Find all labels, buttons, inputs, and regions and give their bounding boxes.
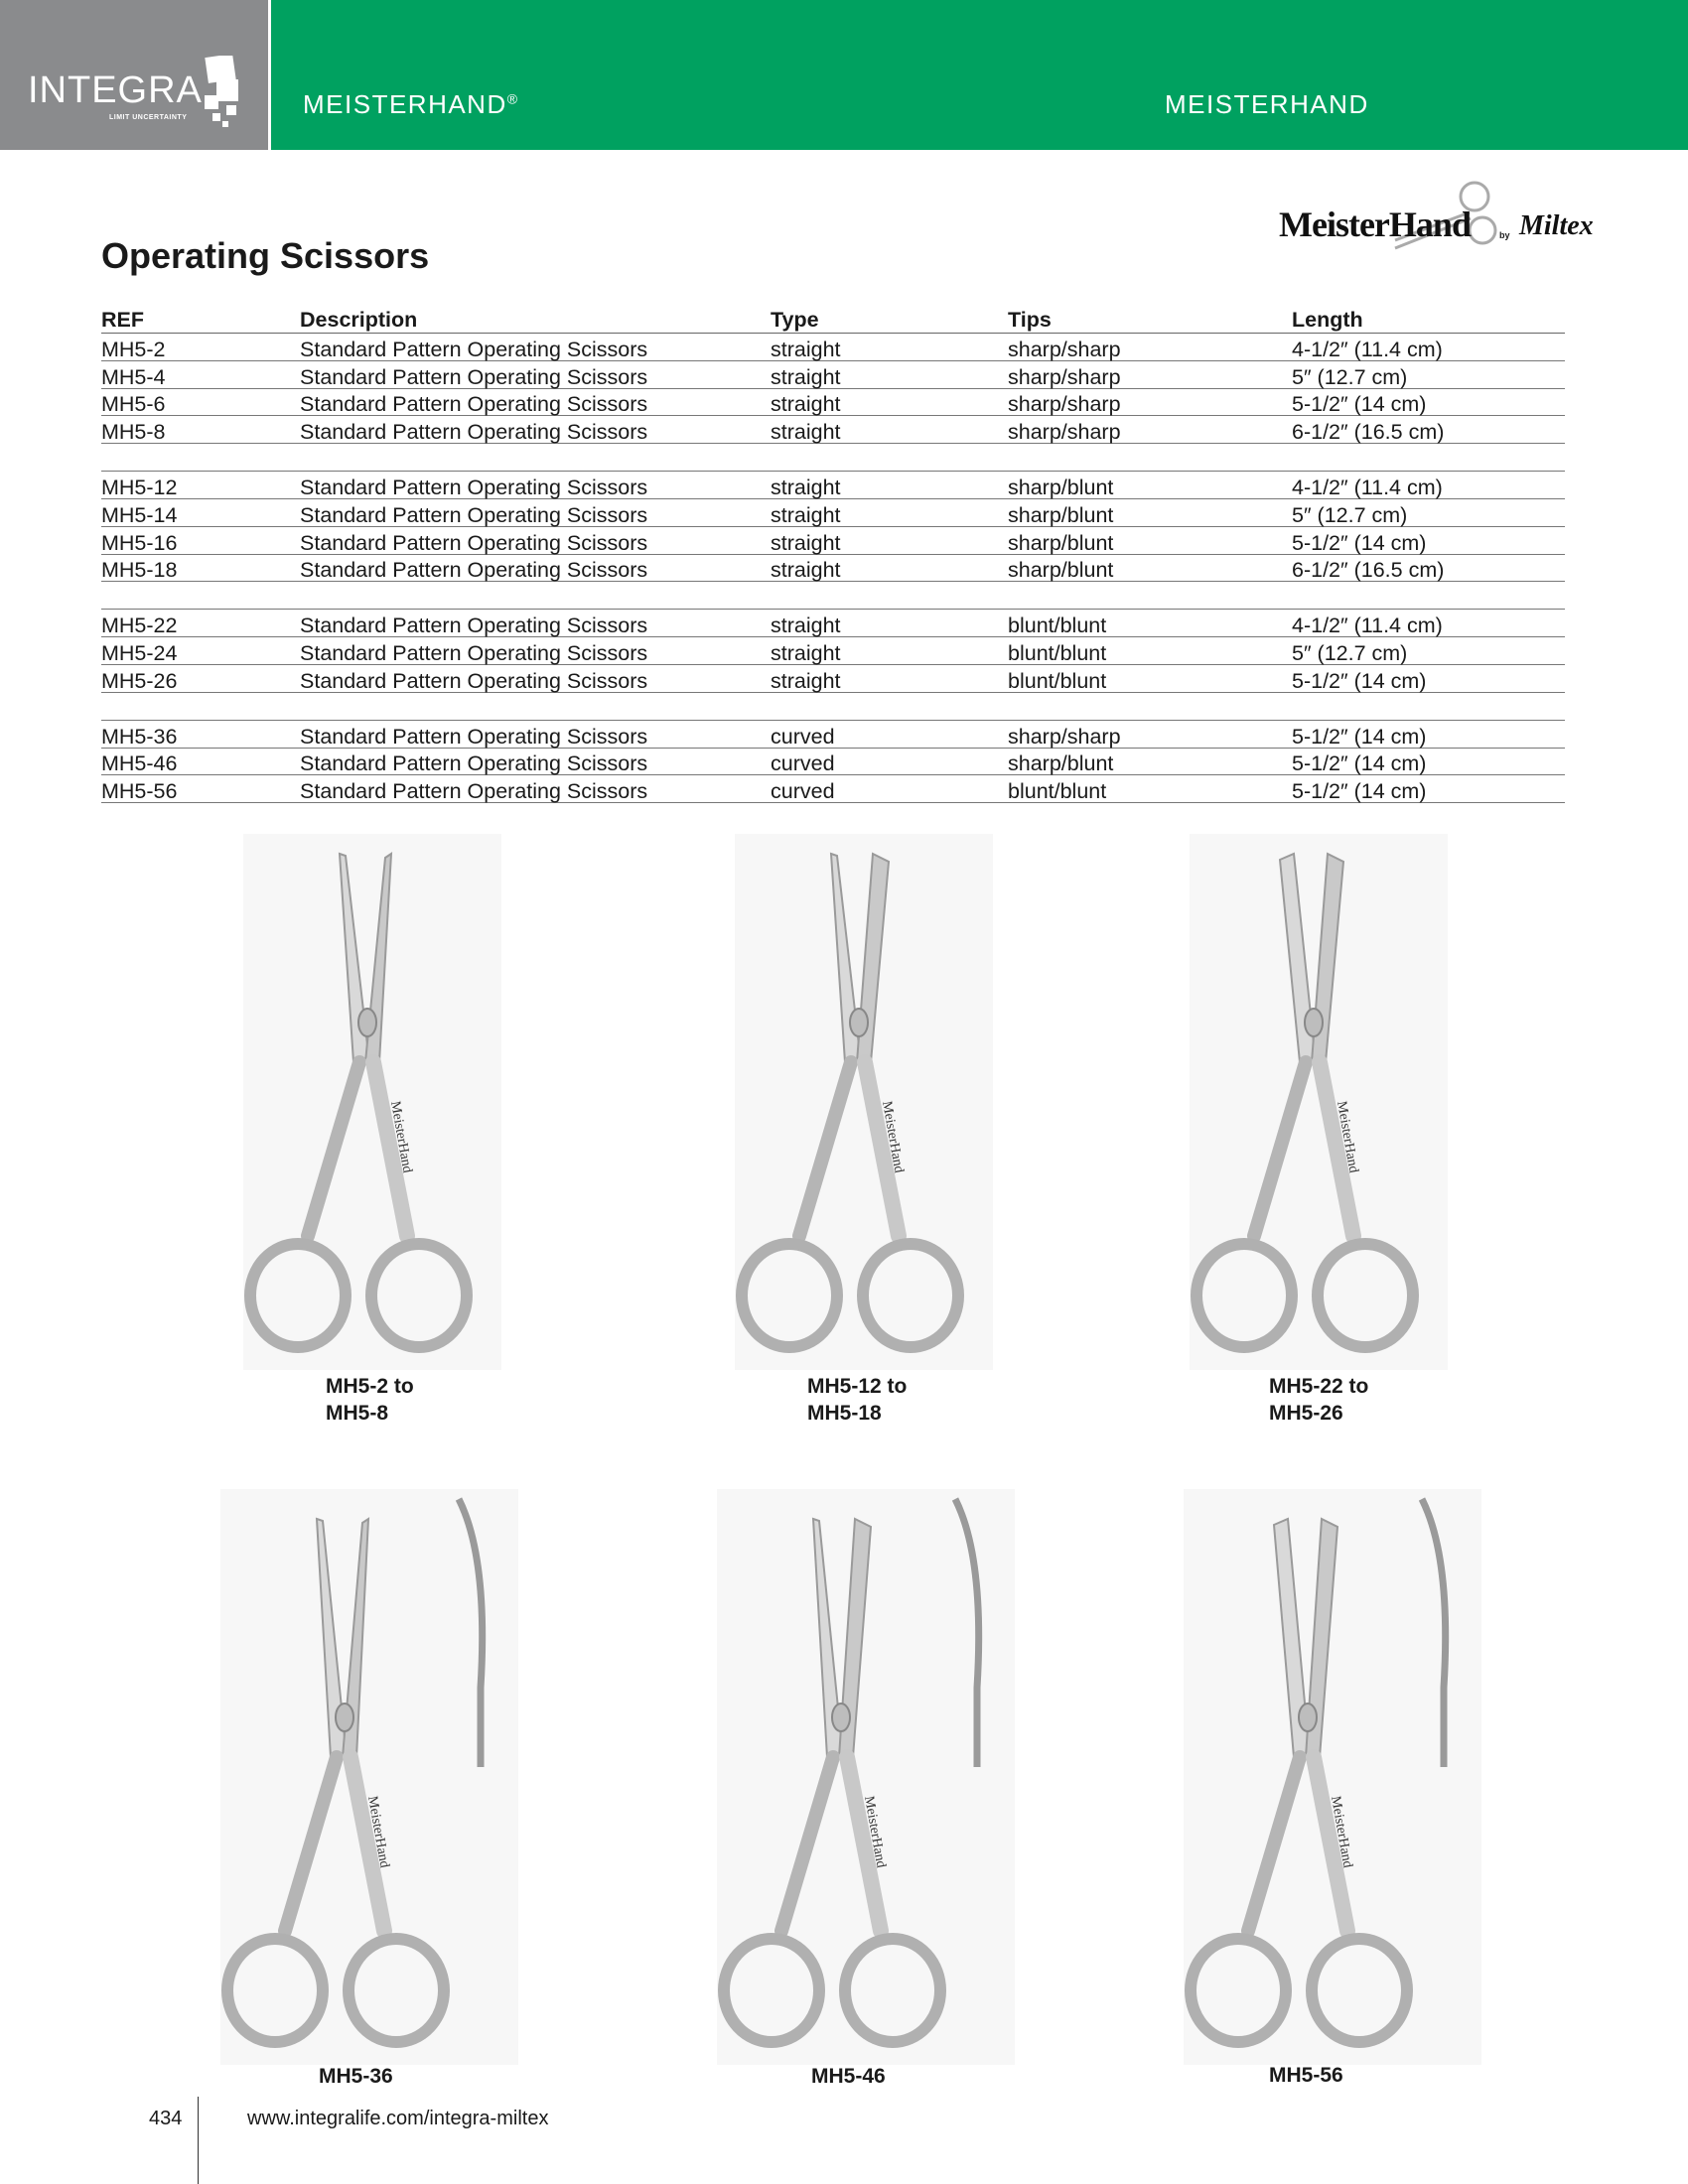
table-row [101, 472, 1565, 499]
cell-tips: sharp/sharp [1008, 334, 1292, 361]
product-table [101, 303, 1565, 803]
miltex-brand-name: Miltex [1519, 210, 1594, 241]
table-row [101, 498, 1565, 526]
scissors-curved-blunt-blunt-image [1184, 1489, 1481, 2065]
table-row [101, 720, 1565, 748]
spacer-cell [300, 692, 771, 720]
cell-type: straight [771, 610, 1008, 637]
cell-length: 5-1/2″ (14 cm) [1292, 388, 1565, 416]
cell-tips: sharp/blunt [1008, 748, 1292, 775]
scissors-straight-blunt-blunt-image [1190, 834, 1448, 1370]
cell-tips: blunt/blunt [1008, 637, 1292, 665]
product-caption [1269, 1373, 1368, 1427]
scissors-pivot-screw [832, 1704, 850, 1731]
spacer-cell [1292, 582, 1565, 610]
cell-ref: MH5-12 [101, 472, 300, 499]
scissors-straight-sharp-blunt-image [735, 834, 993, 1370]
cell-ref: MH5-16 [101, 526, 300, 554]
cell-type: curved [771, 775, 1008, 803]
cell-tips: sharp/sharp [1008, 720, 1292, 748]
cell-ref: MH5-36 [101, 720, 300, 748]
product-caption: MH5-56 [1269, 2064, 1343, 2087]
spacer-cell [1008, 692, 1292, 720]
table-row [101, 416, 1565, 444]
caption-line: MH5-8 [326, 1402, 389, 1425]
cell-tips: sharp/blunt [1008, 498, 1292, 526]
cell-type: straight [771, 526, 1008, 554]
cell-length: 5-1/2″ (14 cm) [1292, 720, 1565, 748]
cell-length: 5″ (12.7 cm) [1292, 637, 1565, 665]
cell-length: 5-1/2″ (14 cm) [1292, 748, 1565, 775]
cell-tips: sharp/sharp [1008, 388, 1292, 416]
table-body [101, 334, 1565, 803]
spacer-cell [300, 582, 771, 610]
cell-description: Standard Pattern Operating Scissors [300, 360, 771, 388]
cell-description: Standard Pattern Operating Scissors [300, 720, 771, 748]
col-header-tips: Tips [1008, 303, 1292, 334]
cell-tips: sharp/blunt [1008, 472, 1292, 499]
cell-type: straight [771, 664, 1008, 692]
cell-tips: blunt/blunt [1008, 610, 1292, 637]
product-caption: MH5-46 [811, 2065, 886, 2088]
spacer-cell [771, 444, 1008, 472]
cell-type: straight [771, 498, 1008, 526]
spacer-cell [1292, 444, 1565, 472]
cell-type: straight [771, 334, 1008, 361]
table-row [101, 775, 1565, 803]
cell-length: 4-1/2″ (11.4 cm) [1292, 472, 1565, 499]
integra-logo-tagline: LIMIT UNCERTAINTY [109, 114, 188, 121]
cell-ref: MH5-6 [101, 388, 300, 416]
table-group-spacer [101, 444, 1565, 472]
product-caption: MH5-36 [319, 2065, 393, 2088]
spacer-cell [300, 444, 771, 472]
cell-description: Standard Pattern Operating Scissors [300, 526, 771, 554]
cell-ref: MH5-46 [101, 748, 300, 775]
cell-description: Standard Pattern Operating Scissors [300, 388, 771, 416]
cell-length: 5-1/2″ (14 cm) [1292, 664, 1565, 692]
scissors-curved-sharp-sharp-image [220, 1489, 518, 2065]
cell-tips: sharp/sharp [1008, 360, 1292, 388]
cell-length: 6-1/2″ (16.5 cm) [1292, 416, 1565, 444]
scissors-straight-sharp-sharp-image [243, 834, 501, 1370]
table-row [101, 360, 1565, 388]
meisterhand-brand-name: MeisterHand [1279, 205, 1471, 244]
table-row [101, 664, 1565, 692]
section-title-left: MEISTERHAND® [303, 89, 519, 119]
meisterhand-engraving: MeisterHand [1334, 1100, 1361, 1174]
scissors-pivot-screw [358, 1009, 376, 1036]
caption-line: MH5-18 [807, 1402, 882, 1425]
product-caption [807, 1373, 907, 1427]
scissors-pivot-screw [1305, 1009, 1323, 1036]
cell-description: Standard Pattern Operating Scissors [300, 637, 771, 665]
scissors-pivot-screw [850, 1009, 868, 1036]
table-group-spacer [101, 692, 1565, 720]
cell-type: curved [771, 748, 1008, 775]
cell-length: 4-1/2″ (11.4 cm) [1292, 610, 1565, 637]
cell-ref: MH5-4 [101, 360, 300, 388]
spacer-cell [101, 692, 300, 720]
cell-type: straight [771, 388, 1008, 416]
cell-tips: sharp/sharp [1008, 416, 1292, 444]
cell-description: Standard Pattern Operating Scissors [300, 472, 771, 499]
photo-background [220, 1489, 518, 2065]
cell-length: 5-1/2″ (14 cm) [1292, 526, 1565, 554]
caption-line: MH5-12 to [807, 1375, 908, 1398]
table-row [101, 388, 1565, 416]
cell-ref: MH5-56 [101, 775, 300, 803]
cell-length: 5″ (12.7 cm) [1292, 360, 1565, 388]
cell-type: straight [771, 416, 1008, 444]
col-header-length: Length [1292, 303, 1565, 334]
table-row [101, 610, 1565, 637]
col-header-type: Type [771, 303, 1008, 334]
meisterhand-engraving: MeisterHand [387, 1100, 415, 1174]
caption-line: MH5-22 to [1269, 1375, 1369, 1398]
page-number: 434 [149, 2108, 183, 2129]
spacer-cell [101, 444, 300, 472]
cell-length: 4-1/2″ (11.4 cm) [1292, 334, 1565, 361]
cell-tips: blunt/blunt [1008, 775, 1292, 803]
cell-type: straight [771, 360, 1008, 388]
spacer-cell [1008, 582, 1292, 610]
cell-length: 6-1/2″ (16.5 cm) [1292, 554, 1565, 582]
cell-tips: sharp/blunt [1008, 526, 1292, 554]
cell-description: Standard Pattern Operating Scissors [300, 748, 771, 775]
caption-line: MH5-26 [1269, 1402, 1343, 1425]
cell-type: straight [771, 637, 1008, 665]
cell-type: straight [771, 472, 1008, 499]
cell-ref: MH5-22 [101, 610, 300, 637]
cell-ref: MH5-8 [101, 416, 300, 444]
cell-description: Standard Pattern Operating Scissors [300, 416, 771, 444]
cell-description: Standard Pattern Operating Scissors [300, 664, 771, 692]
cell-description: Standard Pattern Operating Scissors [300, 554, 771, 582]
cell-length: 5″ (12.7 cm) [1292, 498, 1565, 526]
footer-divider [198, 2097, 199, 2184]
scissors-curved-sharp-blunt-image [717, 1489, 1015, 2065]
cell-ref: MH5-2 [101, 334, 300, 361]
cell-description: Standard Pattern Operating Scissors [300, 775, 771, 803]
col-header-description: Description [300, 303, 771, 334]
product-caption [326, 1373, 414, 1427]
footer-url: www.integralife.com/integra-miltex [247, 2108, 549, 2129]
cell-description: Standard Pattern Operating Scissors [300, 334, 771, 361]
cell-length: 5-1/2″ (14 cm) [1292, 775, 1565, 803]
cell-type: curved [771, 720, 1008, 748]
table-header-row [101, 303, 1565, 334]
section-title-right: MEISTERHAND [1165, 89, 1369, 119]
meisterhand-engraving: MeisterHand [861, 1795, 889, 1869]
table-group-spacer [101, 582, 1565, 610]
integra-logo-text: INTEGRA [28, 69, 203, 111]
integra-logo-icon [199, 56, 242, 129]
spacer-cell [1008, 444, 1292, 472]
cell-tips: blunt/blunt [1008, 664, 1292, 692]
cell-description: Standard Pattern Operating Scissors [300, 610, 771, 637]
cell-ref: MH5-24 [101, 637, 300, 665]
scissors-pivot-screw [1299, 1704, 1317, 1731]
scissors-pivot-screw [336, 1704, 353, 1731]
cell-tips: sharp/blunt [1008, 554, 1292, 582]
cell-type: straight [771, 554, 1008, 582]
meisterhand-engraving: MeisterHand [1328, 1795, 1355, 1869]
table-row [101, 554, 1565, 582]
cell-ref: MH5-26 [101, 664, 300, 692]
cell-ref: MH5-14 [101, 498, 300, 526]
spacer-cell [1292, 692, 1565, 720]
page-title: Operating Scissors [101, 235, 430, 276]
header-bar [271, 0, 1688, 150]
spacer-cell [771, 582, 1008, 610]
meisterhand-engraving: MeisterHand [879, 1100, 907, 1174]
table-row [101, 334, 1565, 361]
col-header-ref: REF [101, 303, 300, 334]
cell-ref: MH5-18 [101, 554, 300, 582]
caption-line: MH5-2 to [326, 1375, 414, 1398]
table-row [101, 748, 1565, 775]
table-row [101, 637, 1565, 665]
spacer-cell [101, 582, 300, 610]
table-row [101, 526, 1565, 554]
cell-description: Standard Pattern Operating Scissors [300, 498, 771, 526]
brand-by: by [1499, 230, 1510, 240]
meisterhand-engraving: MeisterHand [364, 1795, 392, 1869]
spacer-cell [771, 692, 1008, 720]
